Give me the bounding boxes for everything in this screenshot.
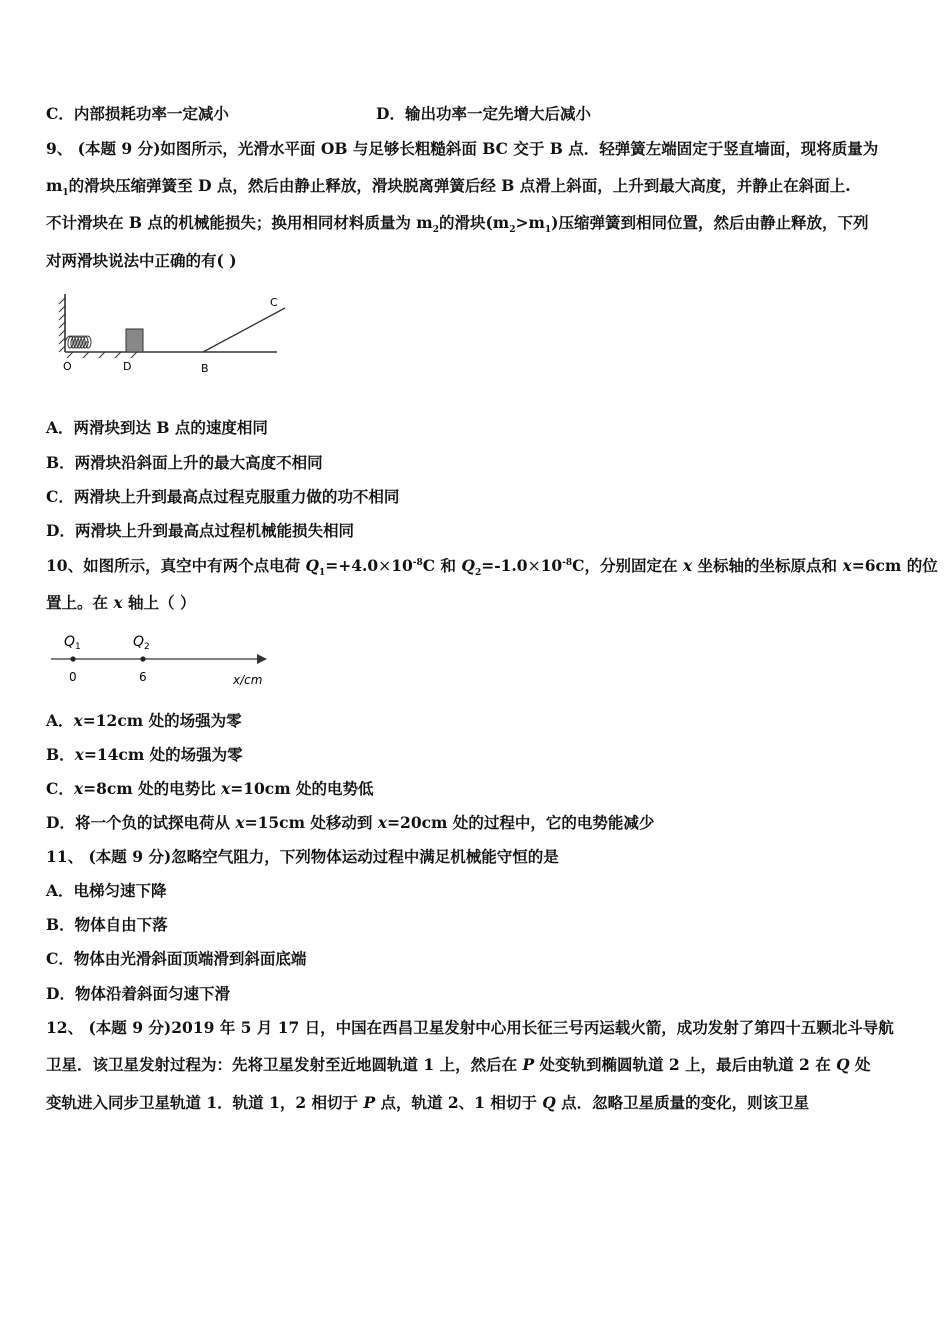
floor-hatching	[67, 352, 137, 358]
q10-option-b: B．x=14cm 处的场强为零	[46, 745, 243, 764]
incline-bc	[203, 308, 285, 352]
spring-slope-diagram	[55, 288, 295, 380]
q11-option-d: D．物体沿着斜面匀速下滑	[46, 984, 230, 1003]
axis-label-x-cm: x/cm	[233, 673, 263, 687]
q9-option-d: D．两滑块上升到最高点过程机械能损失相同	[46, 521, 354, 540]
tick-label-6: 6	[139, 670, 147, 684]
charge-axis-diagram	[45, 626, 280, 690]
q10-option-d: D．将一个负的试探电荷从 x=15cm 处移动到 x=20cm 处的过程中，它的电势能减少	[46, 813, 655, 832]
label-b: B	[201, 362, 209, 375]
label-o: O	[63, 360, 72, 373]
q12-stem-line3: 变轨进入同步卫星轨道 1．轨道 1，2 相切于 P 点，轨道 2、1 相切于 Q 点．忽略卫星质量的变化，则该卫星	[46, 1093, 810, 1112]
charge-q2-point	[140, 656, 145, 661]
q9-option-a: A．两滑块到达 B 点的速度相同	[46, 418, 268, 437]
q11-stem: 11、 (本题 9 分)忽略空气阻力，下列物体运动过程中满足机械能守恒的是	[46, 847, 559, 866]
q10-option-a: A．x=12cm 处的场强为零	[46, 711, 242, 730]
q11-option-b: B．物体自由下落	[46, 915, 168, 934]
q11-option-c: C．物体由光滑斜面顶端滑到斜面底端	[46, 949, 307, 968]
q9-stem-line1: 9、 (本题 9 分)如图所示，光滑水平面 OB 与足够长粗糙斜面 BC 交于 B 点．轻弹簧左端固定于竖直墙面，现将质量为	[46, 139, 879, 158]
q9-option-b: B．两滑块沿斜面上升的最大高度不相同	[46, 453, 323, 472]
x-axis-arrow	[257, 654, 267, 664]
q11-option-a: A．电梯匀速下降	[46, 881, 167, 900]
q9-option-c: C．两滑块上升到最高点过程克服重力做的功不相同	[46, 487, 400, 506]
spring	[65, 336, 91, 348]
slider-block	[126, 329, 143, 352]
q9-stem-line4: 对两滑块说法中正确的有( )	[46, 251, 237, 270]
charge-q1-point	[70, 656, 75, 661]
q9-stem-line3: 不计滑块在 B 点的机械能损失；换用相同材料质量为 $m_2$的滑块$(m_2>m_1)$压缩弹簧到相同位置，然后由静止释放，下列	[46, 213, 869, 236]
q8-option-c: C．内部损耗功率一定减小	[46, 104, 229, 123]
label-c: C	[270, 296, 278, 309]
q8-option-d: D．输出功率一定先增大后减小	[376, 104, 591, 123]
wall-hatching	[59, 298, 65, 352]
label-q1: $Q_1$	[64, 634, 81, 652]
q10-stem-line2: 置上。在 x 轴上（ ）	[46, 593, 196, 612]
label-q2: $Q_2$	[133, 634, 150, 652]
q12-stem-line2: 卫星．该卫星发射过程为：先将卫星发射至近地圆轨道 1 上，然后在 P 处变轨到椭圆轨道 2 上，最后由轨道 2 在 Q 处	[46, 1055, 871, 1074]
q9-stem-line2: $m_1$的滑块压缩弹簧至 D 点，然后由静止释放，滑块脱离弹簧后经 B 点滑上斜面，上升到最大高度，并静止在斜面上.	[46, 176, 851, 199]
label-d: D	[123, 360, 132, 373]
q10-stem-line1: 10、如图所示，真空中有两个点电荷 $Q_1=+4.0\times 10^{-8}C$ 和 $Q_2=-1.0\times 10^{-8}C$，分别固定在 x 坐标轴的坐标原点和 x=6cm 的位	[46, 556, 938, 579]
tick-label-0: 0	[69, 670, 77, 684]
q12-stem-line1: 12、 (本题 9 分)2019 年 5 月 17 日，中国在西昌卫星发射中心用长征三号丙运载火箭，成功发射了第四十五颗北斗导航	[46, 1018, 894, 1037]
q10-option-c: C．x=8cm 处的电势比 x=10cm 处的电势低	[46, 779, 374, 798]
